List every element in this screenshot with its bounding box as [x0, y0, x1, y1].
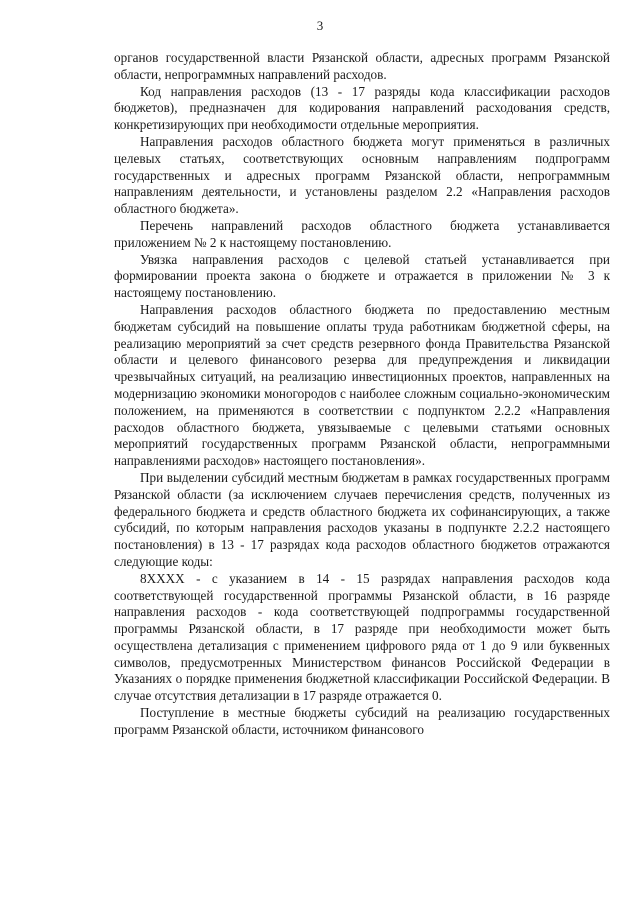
paragraph-continuation: органов государственной власти Рязанской области, адресных программ Рязанской области, непрограммных направлений расходов.	[114, 50, 610, 82]
paragraph-linkage: Увязка направления расходов с целевой статьей устанавливается при формировании проекта закона о бюджете и отражается в приложении № 3 к настоящему постановлению.	[114, 251, 610, 301]
paragraph-allocation: При выделении субсидий местным бюджетам в рамках государственных программ Рязанской области (за исключением случаев перечисления средств, полученных из федерального бюджета и средств областного бюджета их софинансирующих, а также субсидий, по которым направления расходов указаны в подпункте 2.2.2 настоящего постановления) в 13 - 17 разрядах кода расходов областного бюджетов отражаются следующие коды:	[114, 469, 610, 569]
document-body	[114, 50, 610, 739]
page-number: 3	[316, 18, 324, 33]
paragraph-directions-list: Перечень направлений расходов областного бюджета устанавливается приложением № 2 к настоящему постановлению.	[114, 217, 610, 250]
paragraph-expense-code: Код направления расходов (13 - 17 разряды кода классификации расходов бюджетов), предназначен для кодирования направлений расходования средств, конкретизирующих при необходимости отдельные мероприятия.	[114, 83, 610, 133]
paragraph-code-8xxxx: 8ХХХХ - с указанием в 14 - 15 разрядах направления расходов кода соответствующей государственной программы Рязанской области, в 16 разряде направления расходов - кода соответствующей подпрограммы государственной программы Рязанской области, в 17 разряде при необходимости может быть осуществлена детализация с применением цифрового ряда от 1 до 9 или буквенных символов, предусмотренных Министерством финансов Российской Федерации в Указаниях о порядке применения бюджетной классификации Российской Федерации. В случае отсутствия детализации в 17 разряде отражается 0.	[114, 570, 610, 704]
paragraph-subsidies: Направления расходов областного бюджета по предоставлению местным бюджетам субсидий на повышение оплаты труда работникам бюджетной сферы, на реализацию мероприятий за счет средств резервного фонда Правительства Рязанской области и целевого финансового резерва для предупреждения и ликвидации чрезвычайных ситуаций, на реализацию инвестиционных проектов, направленных на модернизацию экономики моногородов с наиболее сложным социально-экономическим положением, на применяются в соответствии с подпунктом 2.2.2 «Направления расходов областного бюджета, увязываемые с целевыми статьями основных мероприятий государственных программ Рязанской области, непрограммными направлениями расходов» настоящего постановления».	[114, 301, 610, 469]
paragraph-expense-directions: Направления расходов областного бюджета могут применяться в различных целевых статьях, соответствующих основным направлениям подпрограмм государственных и адресных программ Рязанской области, непрограммным направлениям деятельности, и установлены разделом 2.2 «Направления расходов областного бюджета».	[114, 133, 610, 217]
paragraph-receipt: Поступление в местные бюджеты субсидий на реализацию государственных программ Рязанской области, источником финансового	[114, 705, 610, 737]
